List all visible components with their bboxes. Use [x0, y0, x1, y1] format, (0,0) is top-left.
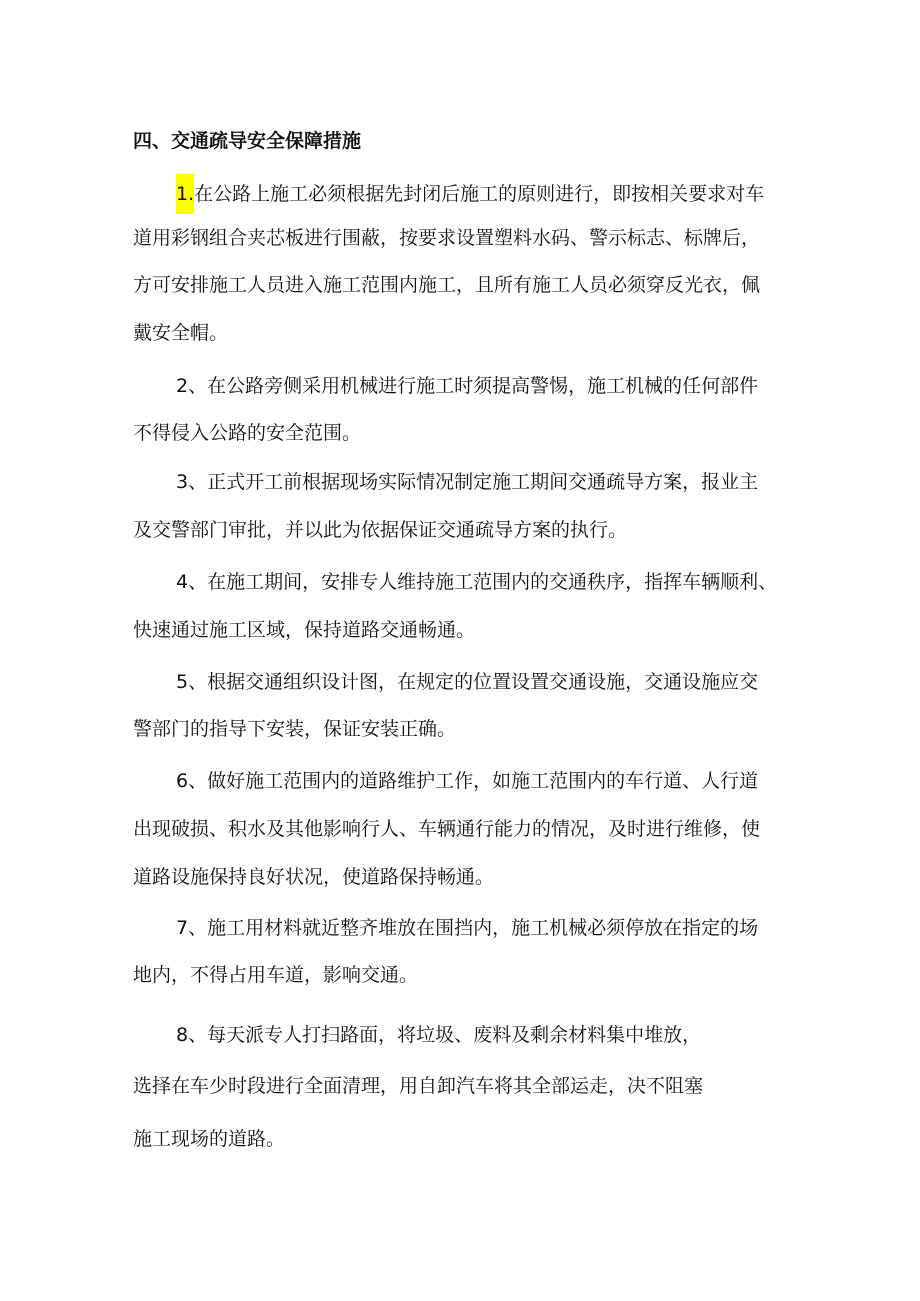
paragraph-1-line-1-text: 在公路上施工必须根据先封闭后施工的原则进行，即按相关要求对车: [194, 183, 765, 205]
paragraph-1-line-2: 道用彩钢组合夹芯板进行围蔽，按要求设置塑料水码、警示标志、标牌后，: [133, 227, 761, 249]
paragraph-2-line-1: 2、在公路旁侧采用机械进行施工时须提高警惕，施工机械的任何部件: [176, 375, 759, 397]
paragraph-6-line-3: 道路设施保持良好状况，使道路保持畅通。: [133, 866, 495, 888]
paragraph-5-line-2: 警部门的指导下安装，保证安装正确。: [133, 718, 457, 740]
paragraph-7-line-2: 地内，不得占用车道，影响交通。: [133, 964, 419, 986]
section-heading: 四、交通疏导安全保障措施: [133, 130, 362, 152]
paragraph-4-line-2: 快速通过施工区域，保持道路交通畅通。: [133, 619, 476, 641]
paragraph-1-line-4: 戴安全帽。: [133, 322, 229, 344]
highlighted-number: 1.: [176, 174, 194, 214]
paragraph-8-line-1: 8、每天派专人打扫路面，将垃圾、废料及剩余材料集中堆放，: [176, 1024, 702, 1046]
paragraph-6-line-1: 6、做好施工范围内的道路维护工作，如施工范围内的车行道、人行道: [176, 770, 759, 792]
paragraph-5-line-1: 5、根据交通组织设计图，在规定的位置设置交通设施，交通设施应交: [176, 671, 759, 693]
paragraph-2-line-2: 不得侵入公路的安全范围。: [133, 422, 362, 444]
paragraph-1-line-3: 方可安排施工人员进入施工范围内施工，且所有施工人员必须穿反光衣，佩: [133, 274, 761, 296]
paragraph-3-line-1: 3、正式开工前根据现场实际情况制定施工期间交通疏导方案，报业主: [176, 471, 759, 493]
paragraph-4-line-1: 4、在施工期间，安排专人维持施工范围内的交通秩序，指挥车辆顺利、: [176, 571, 778, 593]
paragraph-8-line-3: 施工现场的道路。: [133, 1128, 286, 1150]
paragraph-8-line-2: 选择在车少时段进行全面清理，用自卸汽车将其全部运走，决不阻塞: [133, 1075, 704, 1097]
paragraph-6-line-2: 出现破损、积水及其他影响行人、车辆通行能力的情况，及时进行维修，使: [133, 818, 761, 840]
paragraph-3-line-2: 及交警部门审批，并以此为依据保证交通疏导方案的执行。: [133, 519, 628, 541]
paragraph-7-line-1: 7、施工用材料就近整齐堆放在围挡内，施工机械必须停放在指定的场: [176, 917, 759, 939]
paragraph-1-line-1: [176, 174, 764, 214]
